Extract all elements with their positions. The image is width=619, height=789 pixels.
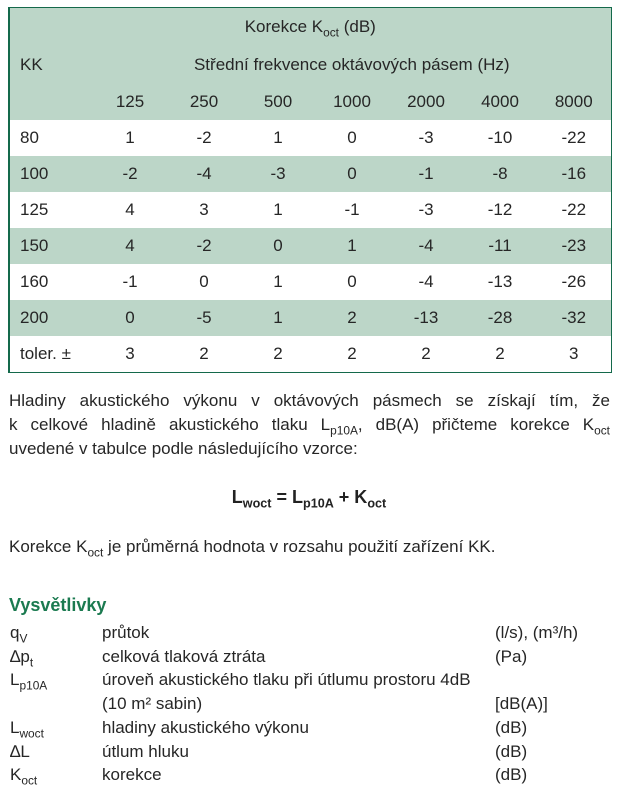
legend-unit: (dB) xyxy=(495,765,528,785)
table-cell: -23 xyxy=(537,228,611,264)
paragraph-1 xyxy=(9,389,610,461)
table-cell: 2 xyxy=(273,344,283,363)
table-cell: -10 xyxy=(487,128,513,147)
table-cell: 1 xyxy=(273,200,283,219)
row-label: toler. ± xyxy=(20,344,71,363)
table-cell: 0 xyxy=(93,300,167,336)
freq-cell: 500 xyxy=(241,83,315,120)
table-title: Korekce $K_{oct}$ (dB) xyxy=(9,8,611,47)
legend-row xyxy=(10,716,610,740)
table-cell: -26 xyxy=(561,272,587,291)
freq-cell-empty xyxy=(9,83,93,120)
table-row xyxy=(9,156,611,192)
paragraph-1-line-2: k celkové hladině akustického tlaku $L_{p10A}$, dB(A) přičteme korekce $K_{oct}$ xyxy=(9,415,610,438)
legend-desc: hladiny akustického výkonu xyxy=(102,717,309,737)
paragraph-1-line-3: uvedené v tabulce podle následujícího vzorce: xyxy=(9,439,358,458)
row-label: 200 xyxy=(9,300,93,336)
legend-symbol: ∆L xyxy=(10,741,30,761)
table-cell: 1 xyxy=(273,272,283,291)
row-label: 125 xyxy=(20,200,49,219)
table-cell: -12 xyxy=(487,200,513,219)
table-cell: -4 xyxy=(389,228,463,264)
table-cell: -4 xyxy=(418,272,434,291)
legend-symbol: $\Delta p_t$ xyxy=(10,646,34,670)
table-cell: -13 xyxy=(487,272,513,291)
legend-desc: průtok xyxy=(102,623,150,642)
table-cell: -2 xyxy=(167,228,241,264)
freq-labels-row xyxy=(9,83,611,120)
table-cell: -1 xyxy=(122,272,138,291)
paragraph-1-line-1: Hladiny akustického výkonu v oktávových pásmech se získají tím, že xyxy=(9,391,610,410)
row-label: 160 xyxy=(20,272,49,291)
legend-heading: Vysvětlivky xyxy=(9,595,107,615)
korekce-table xyxy=(8,7,612,373)
table-cell: 3 xyxy=(199,200,209,219)
table-cell: 4 xyxy=(93,228,167,264)
legend-row xyxy=(10,645,610,669)
table-cell: 2 xyxy=(347,344,357,363)
table-row-tolerance xyxy=(9,336,611,373)
row-label: 80 xyxy=(20,128,39,147)
table-cell: -5 xyxy=(167,300,241,336)
legend-symbol: $K_{oct}$ xyxy=(10,765,38,788)
legend-unit xyxy=(495,668,610,692)
table-cell: 1 xyxy=(273,128,283,147)
table-cell: -3 xyxy=(418,128,434,147)
table-cell: 4 xyxy=(125,200,135,219)
table-cell: -8 xyxy=(463,156,537,192)
table-cell: 0 xyxy=(315,156,389,192)
table-cell: -4 xyxy=(167,156,241,192)
legend-unit: (l/s), (m³/h) xyxy=(495,623,579,642)
legend xyxy=(10,621,610,787)
legend-row xyxy=(10,763,610,787)
freq-cell: 1000 xyxy=(315,83,389,120)
table-title-row xyxy=(9,8,611,47)
freq-cell: 8000 xyxy=(537,83,611,120)
table-cell: 0 xyxy=(347,128,357,147)
freq-cell: 4000 xyxy=(463,83,537,120)
legend-unit: [dB(A)] xyxy=(495,694,548,714)
table-cell: 1 xyxy=(125,128,135,147)
legend-row xyxy=(10,621,610,645)
formula: $L_{woct} = L_{p10A} + K_{oct}$ xyxy=(231,487,387,511)
table-cell: 1 xyxy=(241,300,315,336)
table-cell: 2 xyxy=(199,344,209,363)
table-cell: -2 xyxy=(93,156,167,192)
table-cell: 3 xyxy=(125,344,135,363)
table-row xyxy=(9,192,611,228)
table-row xyxy=(9,120,611,156)
table-cell: 2 xyxy=(421,344,431,363)
legend-unit: (dB) xyxy=(495,717,528,737)
table-row xyxy=(9,264,611,300)
legend-row xyxy=(10,692,610,716)
table-cell: -2 xyxy=(196,128,212,147)
table-cell: -13 xyxy=(389,300,463,336)
table-cell: -22 xyxy=(561,200,587,219)
table-cell: -11 xyxy=(463,228,537,264)
legend-desc: útlum hluku xyxy=(102,741,189,761)
legend-unit: (dB) xyxy=(495,741,528,761)
freq-header: Střední frekvence oktávových pásem (Hz) xyxy=(93,46,611,83)
table-cell: -1 xyxy=(389,156,463,192)
table-cell: 2 xyxy=(495,344,505,363)
table-subheader-row xyxy=(9,46,611,83)
table-cell: -3 xyxy=(418,200,434,219)
table-cell: -28 xyxy=(463,300,537,336)
table-cell: 3 xyxy=(569,344,579,363)
legend-symbol: $L_{p10A}$ xyxy=(10,670,48,693)
table-cell: 2 xyxy=(315,300,389,336)
legend-symbol: $q_V$ xyxy=(10,623,28,646)
table-cell: -32 xyxy=(537,300,611,336)
paragraph-2: Korekce $K_{oct}$ je průměrná hodnota v rozsahu použití zařízení KK. xyxy=(9,537,496,560)
table-cell: 0 xyxy=(241,228,315,264)
table-cell: 1 xyxy=(315,228,389,264)
freq-cell: 2000 xyxy=(389,83,463,120)
legend-desc: (10 m² sabin) xyxy=(102,694,203,714)
legend-desc: korekce xyxy=(102,765,162,785)
table-cell: -1 xyxy=(344,200,360,219)
table-cell: 0 xyxy=(347,272,357,291)
freq-cell: 250 xyxy=(167,83,241,120)
table-row xyxy=(9,228,611,264)
legend-row xyxy=(10,668,610,692)
kk-label: KK xyxy=(9,46,93,83)
table-cell: 0 xyxy=(199,272,209,291)
legend-symbol xyxy=(10,692,102,716)
freq-cell: 125 xyxy=(93,83,167,120)
legend-symbol: $L_{woct}$ xyxy=(10,717,44,741)
legend-row xyxy=(10,740,610,764)
legend-unit: (Pa) xyxy=(495,646,528,666)
table-row xyxy=(9,300,611,336)
row-label: 100 xyxy=(9,156,93,192)
table-cell: -3 xyxy=(241,156,315,192)
legend-desc: celková tlaková ztráta xyxy=(102,646,266,666)
row-label: 150 xyxy=(9,228,93,264)
table-cell: -16 xyxy=(537,156,611,192)
table-cell: -22 xyxy=(561,128,587,147)
legend-desc: úroveň akustického tlaku při útlumu prostoru 4dB xyxy=(102,670,471,690)
